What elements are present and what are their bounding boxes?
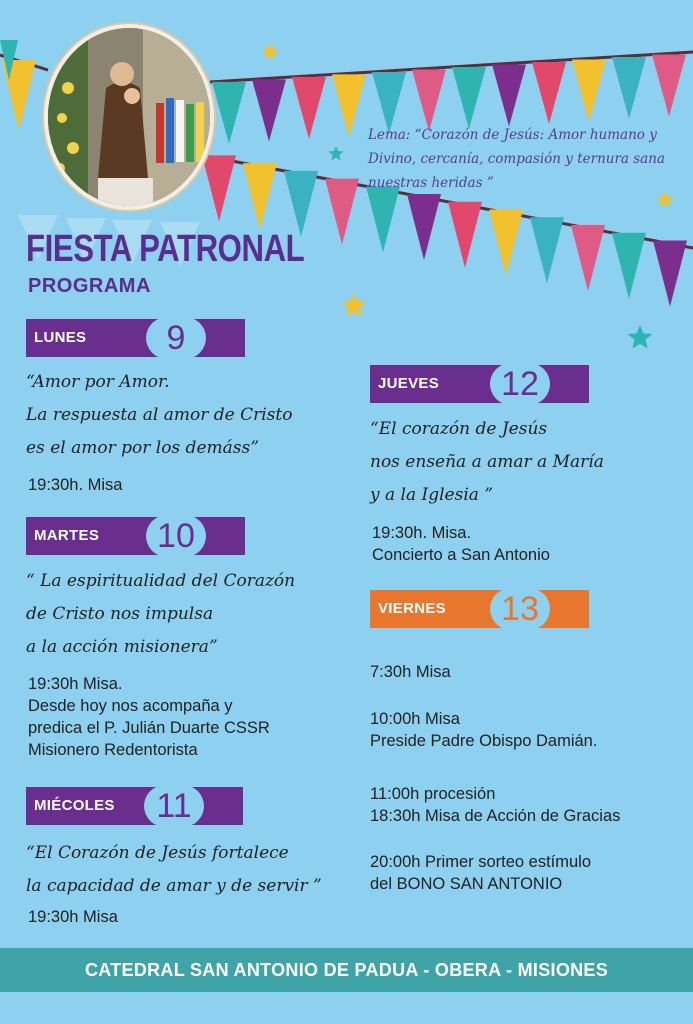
info-line: 11:00h procesión [370,785,496,803]
bunting-flag [489,210,523,276]
info-martes [28,673,270,761]
info-line: del BONO SAN ANTONIO [370,875,563,893]
bunting-flag [325,179,359,245]
page-subtitle: PROGRAMA [28,275,151,297]
footer-text: CATEDRAL SAN ANTONIO DE PADUA - OBERA - MISIONES [84,960,609,980]
info-line: 19:30h Misa. [28,675,123,693]
info-jueves [372,522,550,566]
bunting-flag [532,62,566,124]
quote-line: la capacidad de amar y de servir ” [26,876,322,896]
page-title: FIESTA PATRONAL [26,228,305,270]
bunting-flag [252,79,286,141]
bunting-flag [652,55,686,117]
info-viernes-2 [370,708,597,752]
bunting-flag [448,202,482,268]
quote-miercoles [26,837,322,903]
bunting-flag [407,194,441,260]
quote-line: es el amor por los demáss” [26,438,259,458]
day-header-jueves [370,363,589,405]
star-icon [261,43,278,59]
quote-lunes [26,366,292,465]
bunting-flag [243,163,277,229]
bunting-flag [653,240,687,306]
info-line: 10:00h Misa [370,710,460,728]
day-name: VIERNES [378,600,446,617]
day-header-miercoles [26,785,243,827]
info-line: 20:00h Primer sorteo estímulo [370,853,592,871]
day-name: MARTES [34,527,100,544]
day-name: MIÉCOLES [34,797,115,814]
quote-line: “ La espiritualidad del Corazón [26,571,296,591]
info-line: predica el P. Julián Duarte CSSR [28,719,270,737]
quote-line: “Amor por Amor. [26,372,170,392]
day-number: 11 [144,785,204,827]
footer-bar [0,948,693,992]
info-line: 19:30h. Misa [28,476,123,494]
info-viernes-3 [370,783,620,827]
quote-jueves [370,413,604,512]
info-viernes-1 [370,661,451,683]
info-line: 19:30h. Misa. [372,524,472,542]
star-icon [328,146,343,161]
saint-photo [44,24,214,210]
bunting-flag [530,217,564,283]
quote-line: a la acción misionera” [26,637,218,657]
info-line: Desde hoy nos acompaña y [28,697,233,715]
info-line: 7:30h Misa [370,663,451,681]
info-miercoles [28,906,118,928]
quote-line: nos enseña a amar a María [370,452,604,472]
info-line: 19:30h Misa [28,908,118,926]
day-number: 10 [146,515,206,557]
star-icon [628,325,653,349]
bunting-flag [572,60,606,122]
day-number: 9 [146,317,206,359]
bunting-flag [571,225,605,291]
day-header-viernes [370,588,589,630]
quote-line: de Cristo nos impulsa [26,604,214,624]
bunting-flag [612,57,646,119]
quote-line: y a la Iglesia ” [370,485,494,505]
quote-martes [26,565,295,664]
bunting-flag [492,64,526,126]
quote-line: “El Corazón de Jesús fortalece [26,843,289,863]
quote-line: “El corazón de Jesús [370,419,548,439]
bunting-flag [212,82,246,144]
info-line: 18:30h Misa de Acción de Gracias [370,807,621,825]
bunting-flag [292,77,326,139]
lema-text: Lema: “Corazón de Jesús: Amor humano y Divino, cercanía, compasión y ternura sana nuestras heridas ” [368,127,665,191]
star-icon [342,293,367,317]
info-lunes [28,474,122,496]
info-line: Preside Padre Obispo Damián. [370,732,598,750]
bunting-flag [366,186,400,252]
bunting-flag [284,171,318,237]
day-header-lunes [26,317,245,359]
day-name: JUEVES [378,375,439,392]
day-name: LUNES [34,329,87,346]
info-line: Misionero Redentorista [28,741,198,759]
bunting-flag [612,233,646,299]
bunting-flag [452,67,486,129]
info-viernes-4 [370,851,591,895]
info-line: Concierto a San Antonio [372,546,550,564]
day-number: 13 [490,588,550,630]
day-number: 12 [490,363,550,405]
bunting-flag [202,155,236,221]
bunting-flag [332,74,366,136]
day-header-martes [26,515,245,557]
quote-line: La respuesta al amor de Cristo [26,405,293,425]
